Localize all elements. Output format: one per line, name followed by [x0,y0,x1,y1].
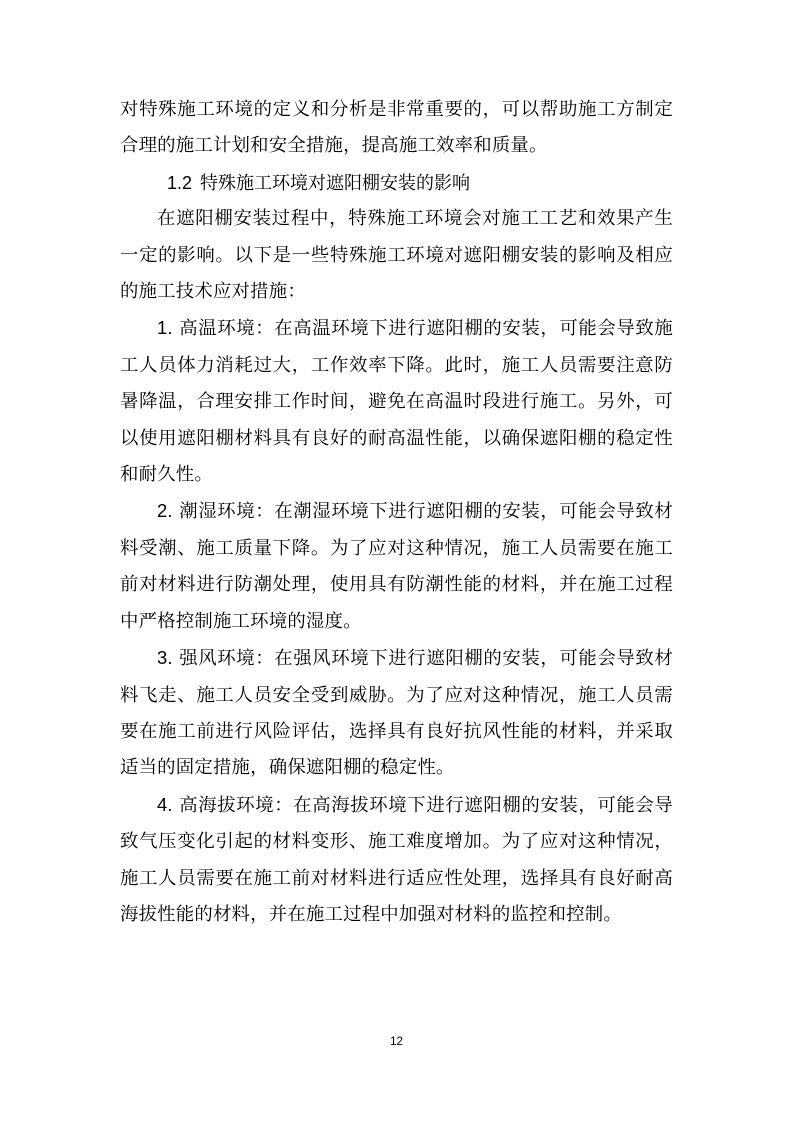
list-item-text: 高海拔环境：在高海拔环境下进行遮阳棚的安装，可能会导致气压变化引起的材料变形、施工难度增加。为了应对这种情况，施工人员需要在施工前对材料进行适应性处理，选择具有良好耐高海拔性能的材料，并在施工过程中加强对材料的监控和控制。 [120,794,674,925]
document-page [120,92,673,933]
section-heading [120,165,673,201]
list-item-humid [120,493,673,640]
section-title: 特殊施工环境对遮阳棚安装的影响 [200,172,471,193]
list-item-high-temperature [120,310,673,493]
list-item-text: 高温环境：在高温环境下进行遮阳棚的安装，可能会导致施工人员体力消耗过大，工作效率下降。此时，施工人员需要注意防暑降温，合理安排工作时间，避免在高温时段进行施工。另外，可以使用遮阳棚材料具有良好的耐高温性能，以确保遮阳棚的稳定性和耐久性。 [120,318,674,486]
list-item-number: 1. [157,317,173,339]
list-item-number: 3. [157,647,173,669]
intro-paragraph: 在遮阳棚安装过程中，特殊施工环境会对施工工艺和效果产生一定的影响。以下是一些特殊施工环境对遮阳棚安装的影响及相应的施工技术应对措施： [120,208,673,303]
list-item-text: 强风环境：在强风环境下进行遮阳棚的安装，可能会导致材料飞走、施工人员安全受到威胁。为了应对这种情况，施工人员需要在施工前进行风险评估，选择具有良好抗风性能的材料，并采取适当的固定措施，确保遮阳棚的稳定性。 [120,648,674,779]
opening-paragraph: 对特殊施工环境的定义和分析是非常重要的，可以帮助施工方制定合理的施工计划和安全措施，提高施工效率和质量。 [120,99,673,157]
section-number: 1.2 [167,172,193,193]
page-number: 12 [390,1036,403,1048]
list-item-text: 潮湿环境：在潮湿环境下进行遮阳棚的安装，可能会导致材料受潮、施工质量下降。为了应对这种情况，施工人员需要在施工前对材料进行防潮处理，使用具有防潮性能的材料，并在施工过程中严格控制施工环境的湿度。 [120,501,674,632]
list-item-high-altitude [120,787,673,934]
list-item-number: 2. [157,500,173,522]
list-item-strong-wind [120,640,673,787]
list-item-number: 4. [157,793,173,815]
